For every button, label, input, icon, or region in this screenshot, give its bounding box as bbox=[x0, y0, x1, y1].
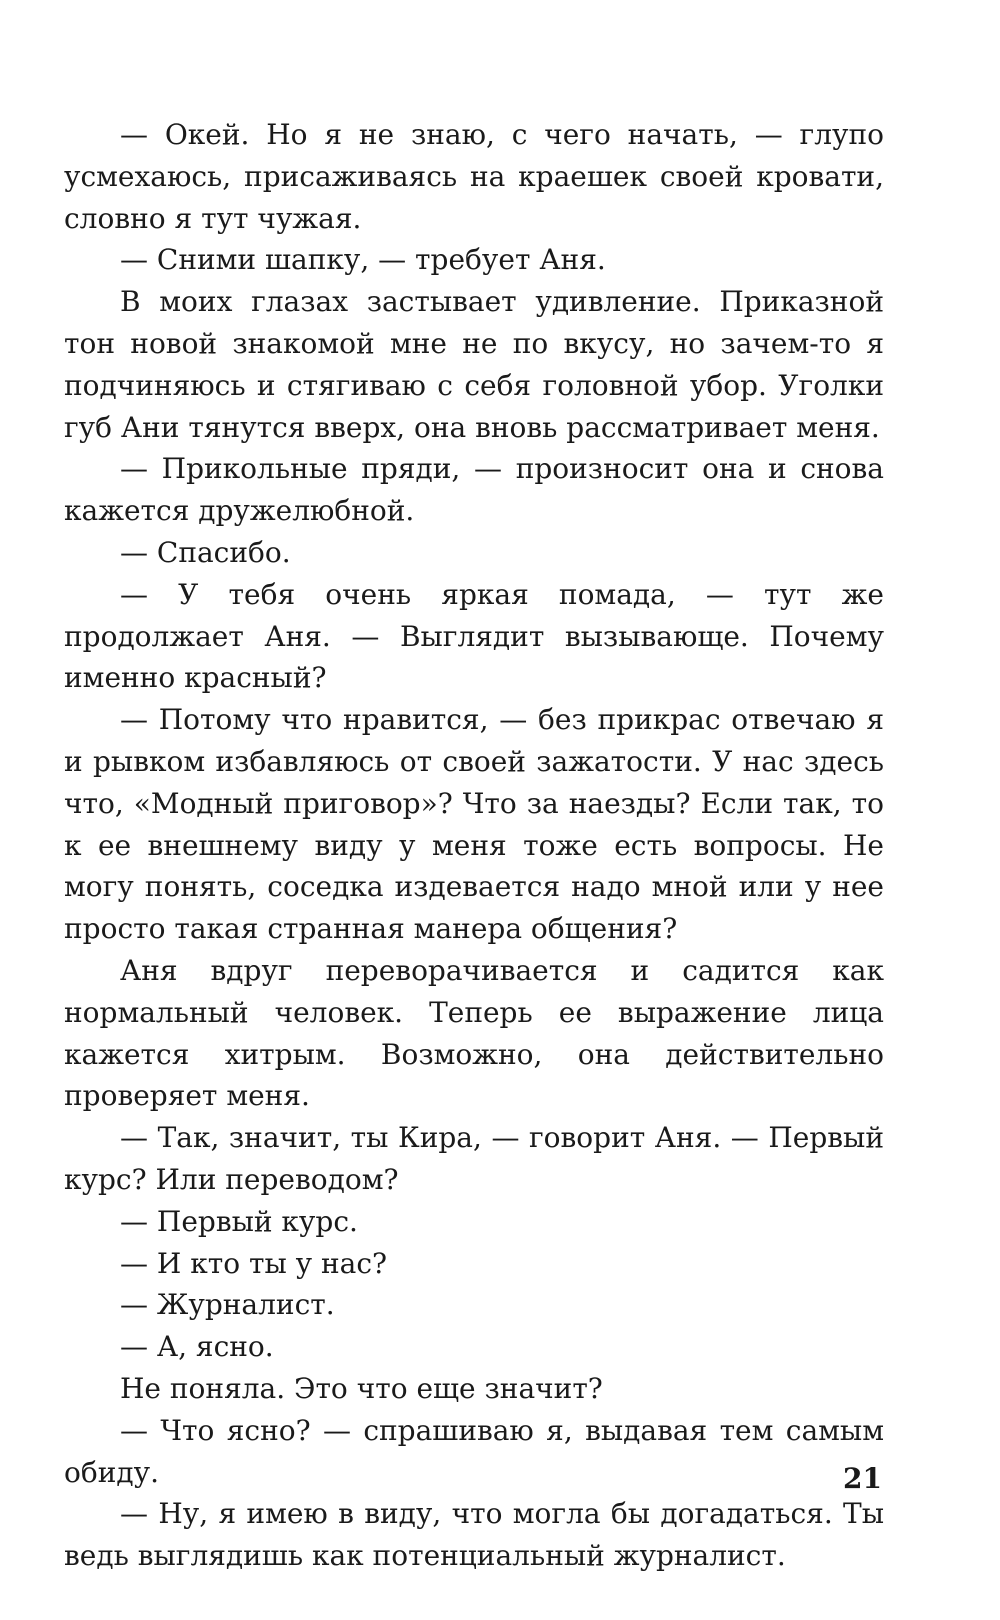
page-number: 21 bbox=[843, 1462, 882, 1495]
paragraph: — Первый курс. bbox=[120, 1204, 358, 1238]
paragraph: — И кто ты у нас? bbox=[120, 1246, 388, 1280]
page-body bbox=[64, 114, 884, 1577]
paragraph: — Журналист. bbox=[120, 1288, 335, 1322]
paragraph: — Ну, я имею в виду, что могла бы догадаться. Ты ведь выглядишь как потенциальный журналист. bbox=[64, 1497, 884, 1573]
paragraph: — Что ясно? — спрашиваю я, выдавая тем самым обиду. bbox=[64, 1413, 884, 1489]
paragraph: Не поняла. Это что еще значит? bbox=[120, 1371, 603, 1405]
paragraph: — У тебя очень яркая помада, — тут же продолжает Аня. — Выглядит вызывающе. Почему именно красный? bbox=[64, 577, 884, 695]
paragraph: — Сними шапку, — требует Аня. bbox=[120, 243, 606, 277]
paragraph: — А, ясно. bbox=[120, 1330, 274, 1364]
paragraph: В моих глазах застывает удивление. Приказной тон новой знакомой мне не по вкусу, но зачем-то я подчиняюсь и стягиваю с себя головной убор. Уголки губ Ани тянутся вверх, она вновь рассматривает меня. bbox=[64, 285, 884, 444]
paragraph: — Прикольные пряди, — произносит она и снова кажется дружелюбной. bbox=[64, 452, 884, 528]
paragraph: — Спасибо. bbox=[120, 535, 291, 569]
paragraph: — Окей. Но я не знаю, с чего начать, — глупо усмехаюсь, присаживаясь на краешек своей кровати, словно я тут чужая. bbox=[64, 118, 884, 235]
paragraph: — Так, значит, ты Кира, — говорит Аня. — Первый курс? Или переводом? bbox=[64, 1121, 884, 1196]
paragraph: — Потому что нравится, — без прикрас отвечаю я и рывком избавляюсь от своей зажатости. У нас здесь что, «Модный приговор»? Что за наезды? Если так, то к ее внешнему виду у меня тоже есть вопросы. Не могу понять, соседка издевается надо мной или у нее просто такая странная манера общения? bbox=[64, 703, 884, 946]
paragraph: Аня вдруг переворачивается и садится как нормальный человек. Теперь ее выражение лица кажется хитрым. Возможно, она действительно проверяет меня. bbox=[64, 953, 884, 1113]
